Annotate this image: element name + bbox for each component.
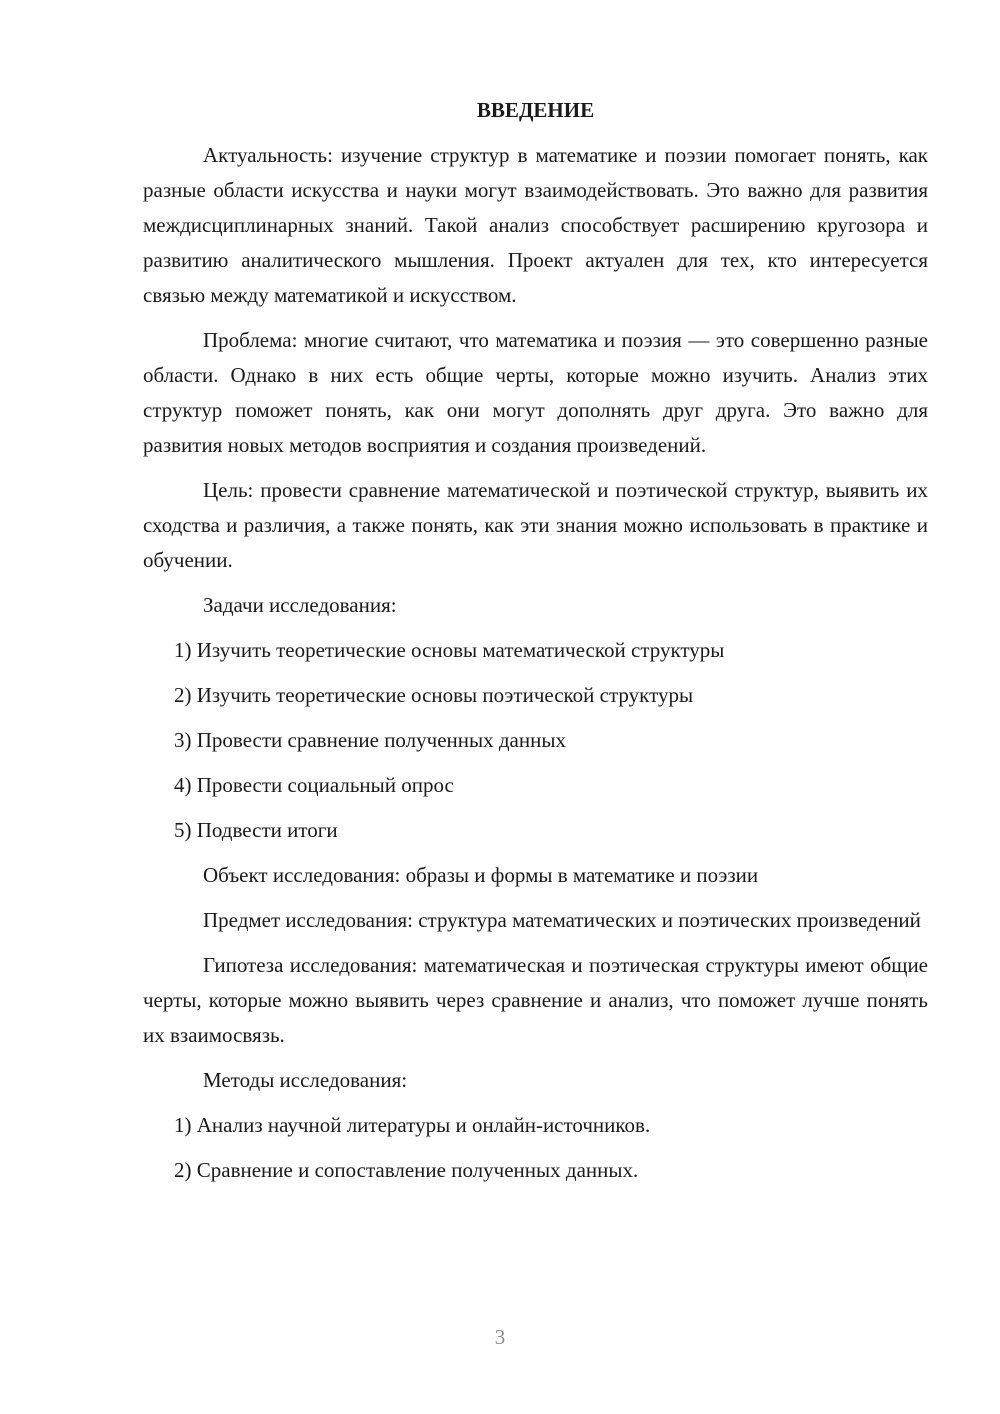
list-item: 3) Провести сравнение полученных данных [174, 728, 566, 752]
section-title: ВВЕДЕНИЕ [476, 98, 595, 122]
list-item: 4) Провести социальный опрос [174, 773, 454, 797]
methods-list [143, 1108, 928, 1188]
tasks-label: Задачи исследования: [203, 593, 397, 617]
problem-paragraph: Проблема: многие считают, что математика и поэзия — это совершенно разные области. Однако в них есть общие черты, которые можно изучить. Анализ этих структур поможет понять, как они могут дополнять друг друга. Это важно для развития новых методов восприятия и создания произведений. [143, 328, 928, 457]
tasks-list [143, 633, 928, 848]
subject-paragraph: Предмет исследования: структура математических и поэтических произведений [203, 908, 921, 932]
hypothesis-paragraph: Гипотеза исследования: математическая и поэтическая структуры имеют общие черты, которые можно выявить через сравнение и анализ, что поможет лучше понять их взаимосвязь. [143, 953, 928, 1047]
list-item: 1) Изучить теоретические основы математической структуры [174, 638, 725, 662]
document-page [143, 96, 928, 1198]
list-item: 2) Сравнение и сопоставление полученных данных. [174, 1158, 639, 1182]
page-number: 3 [494, 1325, 506, 1349]
list-item: 1) Анализ научной литературы и онлайн-источников. [174, 1113, 651, 1137]
object-paragraph: Объект исследования: образы и формы в математике и поэзии [203, 863, 759, 887]
list-item: 2) Изучить теоретические основы поэтической структуры [174, 683, 694, 707]
goal-paragraph: Цель: провести сравнение математической и поэтической структур, выявить их сходства и различия, а также понять, как эти знания можно использовать в практике и обучении. [143, 478, 928, 572]
list-item: 5) Подвести итоги [174, 818, 338, 842]
relevance-paragraph: Актуальность: изучение структур в математике и поэзии помогает понять, как разные области искусства и науки могут взаимодействовать. Это важно для развития междисциплинарных знаний. Такой анализ способствует расширению кругозора и развитию аналитического мышления. Проект актуален для тех, кто интересуется связью между математикой и искусством. [143, 143, 928, 307]
methods-label: Методы исследования: [203, 1068, 408, 1092]
